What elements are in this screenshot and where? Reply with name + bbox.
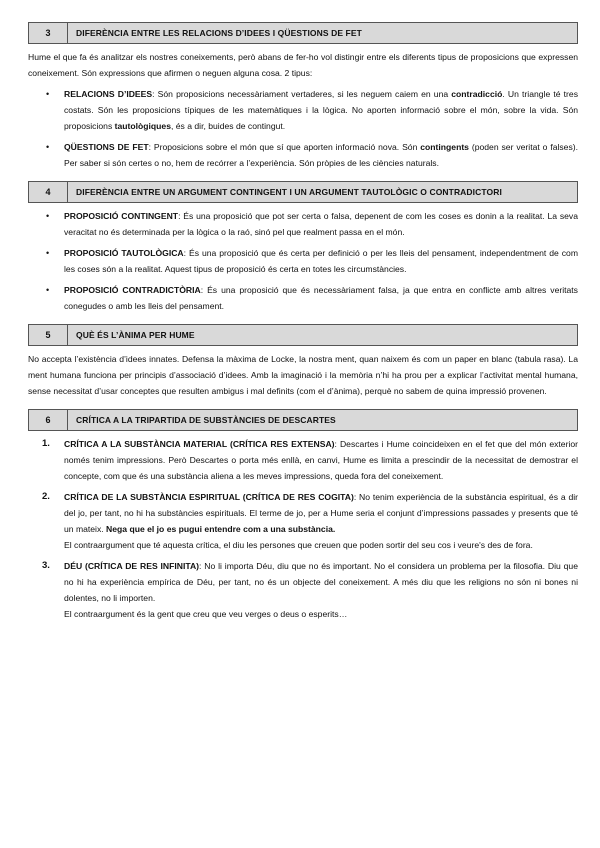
item-text: : Són proposicions necessàriament vertaderes, si les neguem caiem en una: [152, 89, 452, 99]
item-text: , és a dir, buides de contingut.: [170, 121, 286, 131]
item-text: : Proposicions sobre el món que sí que aporten informació nova. Són: [148, 142, 421, 152]
bold-text: tautològiques: [114, 121, 171, 131]
section-4-header: [28, 181, 578, 203]
section-title: CRÍTICA A LA TRIPARTIDA DE SUBSTÀNCIES DE DESCARTES: [76, 415, 336, 425]
term: PROPOSICIÓ CONTINGENT: [64, 211, 179, 221]
section-5-text: No accepta l’existència d’idees innates. Defensa la màxima de Locke, la nostra ment, quan naixem és com un paper en blanc (tabula rasa). La ment humana funciona per principis d’associació d’idees. Amb la imaginació i la memòria n’hi ha prou per a explicar l’activitat mental humana, sense necessitat d’usar conceptes que resulten ambigus i mal definits (com el d’ànima), perquè no sabem de quina impressió provenen.: [28, 354, 578, 396]
section-number: 6: [29, 410, 68, 430]
term: PROPOSICIÓ CONTRADICTÒRIA: [64, 285, 201, 295]
item-text: : És una proposició que és necessàriament falsa, ja que entra en conflicte amb altres veritats conegudes o amb les lleis del pensament.: [64, 285, 578, 311]
bold-text: contradicció: [451, 89, 503, 99]
section-6-header: [28, 409, 578, 431]
list-item: [28, 558, 578, 622]
item-text: : És una proposició que pot ser certa o falsa, depenent de com les coses es donin a la realitat. La seva veracitat no és determinada per la lògica o la raó, sinó pel que realment passa en el món.: [64, 211, 578, 237]
item-text: (poden ser veritat o falses). Per saber si són certes o no, hem de recórrer a l’experiència. Són pròpies de les ciències naturals.: [64, 142, 579, 168]
term: CRÍTICA DE LA SUBSTÀNCIA ESPIRITUAL (CRÍTICA DE RES COGITA): [64, 492, 354, 502]
item-number: 3.: [42, 560, 50, 571]
item-number: 1.: [42, 438, 50, 449]
section-title: DIFERÈNCIA ENTRE LES RELACIONS D’IDEES I QÜESTIONS DE FET: [76, 28, 362, 38]
bullet-icon: •: [46, 142, 50, 152]
item-text: : Descartes i Hume coincideixen en el fet que del món exterior només tenim impressions. Però Descartes o porta més enllà, en canvi, Hume es limita a prescindir de la necessitat de demostrar el concepte, com que és una substància aliena a les meves impressions, queda fora del coneixement.: [64, 439, 578, 481]
section-title: DIFERÈNCIA ENTRE UN ARGUMENT CONTINGENT I UN ARGUMENT TAUTOLÒGIC O CONTRADICTORI: [76, 187, 502, 197]
bold-text: contingents: [420, 142, 469, 152]
section-6-list: [28, 436, 578, 622]
list-item: [28, 245, 578, 277]
section-4-list: [28, 208, 578, 314]
term: DÉU (CRÍTICA DE RES INFINITA): [64, 561, 200, 571]
section-title: QUÈ ÉS L’ÀNIMA PER HUME: [76, 330, 195, 340]
term: PROPOSICIÓ TAUTOLÒGICA: [64, 248, 184, 258]
bullet-icon: •: [46, 248, 50, 258]
section-number: 3: [29, 23, 68, 43]
bullet-icon: •: [46, 89, 50, 99]
item-text: El contraargument és la gent que creu que veu verges o deus o esperits…: [64, 609, 348, 619]
list-item: [28, 86, 578, 134]
item-text: : No tenim experiència de la substància espiritual, és a dir del jo, per tant, no hi ha substàncies espirituals. El terme de jo, per a Hume seria el conjunt d’impressions passades y presents que té un mateix.: [64, 492, 578, 534]
bullet-icon: •: [46, 285, 50, 295]
term: CRÍTICA A LA SUBSTÀNCIA MATERIAL (CRÍTICA RES EXTENSA): [64, 439, 335, 449]
term: RELACIONS D’IDEES: [64, 89, 153, 99]
document-page: [28, 22, 578, 622]
list-item: [28, 282, 578, 314]
bold-text: Nega que el jo es pugui entendre com a una substància.: [106, 524, 336, 534]
section-number: 5: [29, 325, 68, 345]
term: QÜESTIONS DE FET: [64, 142, 149, 152]
section-3-header: [28, 22, 578, 44]
item-text: . Un triangle té tres costats. Són les proposicions típiques de les matemàtiques i la lògica. No aporten informació sobre el món, sobre la vida. Són proposicions: [64, 89, 578, 131]
section-3-list: [28, 86, 578, 171]
bullet-icon: •: [46, 211, 50, 221]
list-item: [28, 436, 578, 484]
item-text: : És una proposició que és certa per definició o per les lleis del pensament, independentment de com les coses són a la realitat. Aquest tipus de proposició és certa en totes les circumstàncies.: [64, 248, 579, 274]
list-item: [28, 208, 578, 240]
list-item: [28, 489, 578, 553]
item-number: 2.: [42, 491, 50, 502]
section-3-intro: Hume el que fa és analitzar els nostres coneixements, però abans de fer-ho vol distingir entre els diferents tipus de proposicions que expressen coneixement. Són expressions que afirmen o neguen alguna cosa. 2 tipus:: [28, 52, 578, 78]
section-5-header: [28, 324, 578, 346]
list-item: [28, 139, 578, 171]
section-number: 4: [29, 182, 68, 202]
item-text: El contraargument que té aquesta crítica, el diu les persones que creuen que poden sortir del seu cos i veure's des de fora.: [64, 540, 533, 550]
item-text: : No li importa Déu, diu que no és important. No el considera un problema per la filosofia. Diu que no hi ha experiència empírica de Déu, per tant, no és un objecte del coneixement. A més diu que les religions no són ni bones ni dolentes, no li importen.: [64, 561, 578, 603]
